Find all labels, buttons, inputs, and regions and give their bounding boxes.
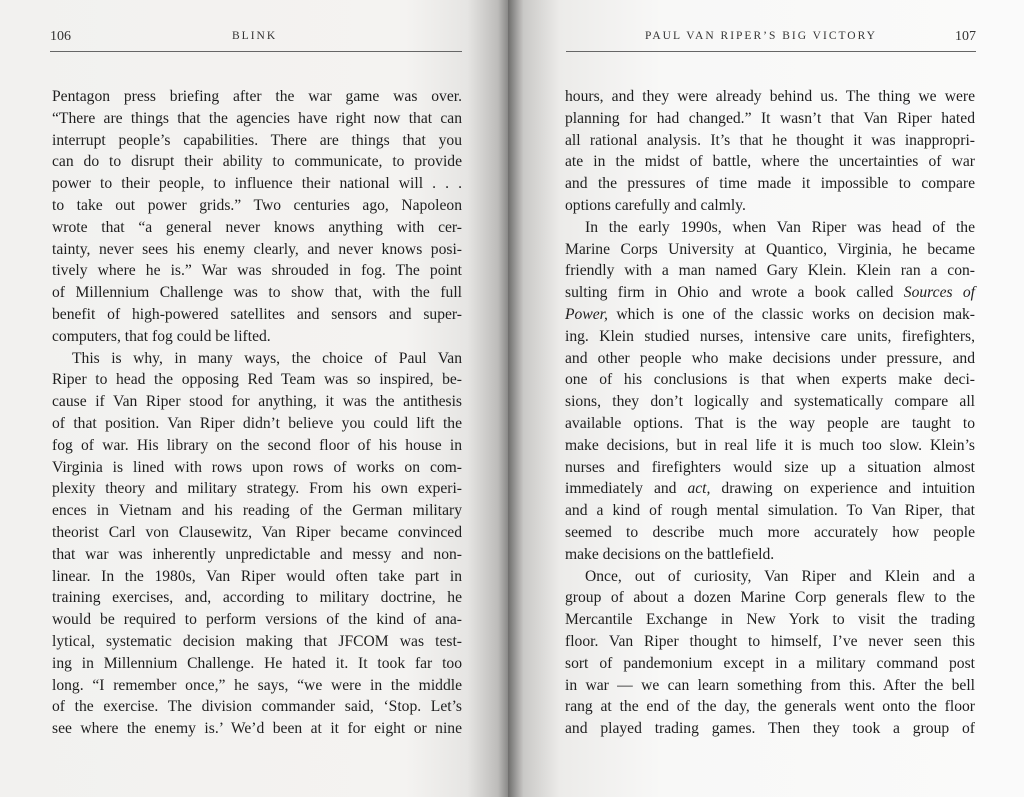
text-line bbox=[52, 609, 462, 631]
right-page bbox=[508, 0, 1024, 797]
header-rule bbox=[50, 51, 462, 52]
text-line bbox=[52, 326, 462, 348]
text-line bbox=[565, 457, 975, 479]
text-segment: nurses and firefighters would size up a situation almost bbox=[565, 458, 975, 476]
text-line bbox=[52, 369, 462, 391]
text-segment: plexity theory and military strategy. From his own experi- bbox=[52, 480, 462, 498]
text-segment: rang at the end of the day, the generals went onto the floor bbox=[565, 698, 975, 716]
text-segment: and other people who make decisions under pressure, and bbox=[565, 349, 975, 367]
text-segment: make decisions on the battlefield. bbox=[565, 545, 775, 563]
text-line bbox=[52, 435, 462, 457]
text-segment: lytical, systematic decision making that JFCOM was test- bbox=[52, 632, 462, 650]
text-line bbox=[565, 348, 975, 370]
text-segment: and a kind of rough mental simulation. To Van Riper, that bbox=[565, 502, 975, 520]
text-segment: that war was inherently unpredictable and messy and non- bbox=[52, 545, 462, 563]
text-segment: sulting firm in Ohio and wrote a book called bbox=[565, 284, 904, 302]
text-segment: “There are things that the agencies have right now that can bbox=[52, 109, 462, 127]
italic-text: act, bbox=[687, 480, 711, 498]
text-line bbox=[565, 435, 975, 457]
text-segment: wrote that “a general never knows anything with cer- bbox=[52, 218, 462, 236]
text-segment: Virginia is lined with rows upon rows of works on com- bbox=[52, 458, 462, 476]
text-line bbox=[52, 130, 462, 152]
text-segment: Once, out of curiosity, Van Riper and Klein and a bbox=[585, 567, 975, 585]
text-segment: group of about a dozen Marine Corp generals flew to the bbox=[565, 589, 975, 607]
text-line bbox=[565, 696, 975, 718]
text-segment: interrupt people’s capabilities. There are things that you bbox=[52, 131, 462, 149]
text-line bbox=[52, 631, 462, 653]
text-line bbox=[565, 151, 975, 173]
text-segment: floor. Van Riper thought to himself, I’ve never seen this bbox=[565, 632, 975, 650]
text-segment: benefit of high-powered satellites and sensors and super- bbox=[52, 305, 462, 323]
text-segment: seemed to describe much more accurately how people bbox=[565, 523, 975, 541]
text-line bbox=[565, 173, 975, 195]
text-segment: Pentagon press briefing after the war game was over. bbox=[52, 88, 462, 105]
text-line bbox=[565, 108, 975, 130]
text-segment: linear. In the 1980s, Van Riper would often take part in bbox=[52, 567, 462, 585]
text-segment: ing. Klein studied nurses, intensive care units, firefighters, bbox=[565, 327, 975, 345]
text-line bbox=[52, 457, 462, 479]
text-line bbox=[565, 675, 975, 697]
text-line bbox=[52, 566, 462, 588]
text-line bbox=[52, 86, 462, 108]
text-line bbox=[52, 522, 462, 544]
page-number: 107 bbox=[955, 29, 976, 44]
page-body bbox=[565, 86, 975, 740]
text-segment: and the pressures of time made it impossible to compare bbox=[565, 175, 975, 193]
text-segment: in war — we can learn something from this. After the bell bbox=[565, 676, 975, 694]
text-line bbox=[565, 86, 975, 108]
text-line bbox=[565, 326, 975, 348]
text-segment: one of his conclusions is that when experts make deci- bbox=[565, 371, 975, 389]
text-line bbox=[52, 282, 462, 304]
text-segment: of Millennium Challenge was to show that, with the full bbox=[52, 284, 462, 302]
text-line bbox=[52, 239, 462, 261]
text-line bbox=[52, 391, 462, 413]
text-line bbox=[565, 282, 975, 304]
text-segment: hours, and they were already behind us. The thing we were bbox=[565, 88, 975, 105]
text-segment: long. “I remember once,” he says, “we were in the middle bbox=[52, 676, 462, 694]
text-segment: drawing on experience and intuition bbox=[710, 480, 975, 498]
text-line bbox=[565, 304, 975, 326]
text-segment: This is why, in many ways, the choice of Paul Van bbox=[72, 349, 462, 367]
italic-text: Power, bbox=[565, 305, 608, 323]
text-line bbox=[52, 195, 462, 217]
text-line bbox=[565, 544, 975, 566]
text-line bbox=[565, 260, 975, 282]
text-segment: of that position. Van Riper didn’t believe you could lift the bbox=[52, 414, 462, 432]
text-line bbox=[52, 413, 462, 435]
page-number: 106 bbox=[50, 29, 71, 44]
text-line bbox=[52, 151, 462, 173]
text-line bbox=[52, 696, 462, 718]
text-segment: options carefully and calmly. bbox=[565, 196, 746, 214]
text-line bbox=[565, 653, 975, 675]
text-line bbox=[565, 217, 975, 239]
text-segment: computers, that fog could be lifted. bbox=[52, 327, 271, 345]
text-line bbox=[565, 522, 975, 544]
text-line bbox=[52, 675, 462, 697]
text-segment: Mercantile Exchange in New York to visit the trading bbox=[565, 611, 975, 629]
text-segment: tainty, never sees his enemy clearly, and never knows posi- bbox=[52, 240, 462, 258]
text-line bbox=[52, 718, 462, 740]
text-segment: cause if Van Riper stood for anything, it was the antithesis bbox=[52, 393, 462, 411]
text-segment: friendly with a man named Gary Klein. Klein ran a con- bbox=[565, 262, 975, 280]
text-segment: ences in Vietnam and his reading of the German military bbox=[52, 502, 462, 520]
text-line bbox=[565, 566, 975, 588]
text-line bbox=[52, 500, 462, 522]
text-line bbox=[52, 173, 462, 195]
text-segment: power to their people, to influence their national will . . . bbox=[52, 175, 462, 193]
text-line bbox=[52, 544, 462, 566]
text-segment: Marine Corps University at Quantico, Virginia, he became bbox=[565, 240, 975, 258]
text-segment: Riper to head the opposing Red Team was so inspired, be- bbox=[52, 371, 462, 389]
text-line bbox=[565, 195, 975, 217]
text-segment: sions, they don’t logically and systematically compare all bbox=[565, 393, 975, 411]
text-segment: see where the enemy is.’ We’d been at it for eight or nine bbox=[52, 720, 462, 738]
text-line bbox=[52, 260, 462, 282]
text-segment: ing in Millennium Challenge. He hated it. It took far too bbox=[52, 654, 462, 672]
text-line bbox=[52, 348, 462, 370]
text-line bbox=[52, 653, 462, 675]
text-line bbox=[565, 369, 975, 391]
text-segment: would be required to perform versions of the kind of ana- bbox=[52, 611, 462, 629]
text-line bbox=[52, 478, 462, 500]
running-head: PAUL VAN RIPER’S BIG VICTORY bbox=[645, 30, 877, 42]
text-line bbox=[565, 413, 975, 435]
text-segment: training exercises, and, according to military doctrine, he bbox=[52, 589, 462, 607]
text-segment: all rational analysis. It’s that he thought it was inappropri- bbox=[565, 131, 975, 149]
text-segment: and played trading games. Then they took a group of bbox=[565, 720, 975, 738]
text-line bbox=[565, 500, 975, 522]
running-head: BLINK bbox=[232, 30, 278, 42]
header-rule bbox=[566, 51, 976, 52]
italic-text: Sources of bbox=[903, 284, 975, 302]
text-segment: tively where he is.” War was shrouded in fog. The point bbox=[52, 262, 462, 280]
text-line bbox=[52, 217, 462, 239]
text-segment: In the early 1990s, when Van Riper was head of the bbox=[585, 218, 975, 236]
page-body bbox=[52, 86, 462, 740]
text-segment: sort of pandemonium except in a military command post bbox=[565, 654, 975, 672]
text-segment: immediately and bbox=[565, 480, 688, 498]
text-line bbox=[565, 130, 975, 152]
text-segment: planning for had changed.” It wasn’t that Van Riper hated bbox=[565, 109, 975, 127]
left-page bbox=[0, 0, 508, 797]
text-line bbox=[52, 587, 462, 609]
text-line bbox=[565, 587, 975, 609]
text-segment: make decisions, but in real life it is much too slow. Klein’s bbox=[565, 436, 975, 454]
text-segment: which is one of the classic works on decision mak- bbox=[607, 305, 975, 323]
text-line bbox=[565, 631, 975, 653]
text-line bbox=[565, 478, 975, 500]
text-line bbox=[565, 609, 975, 631]
text-line bbox=[52, 304, 462, 326]
text-segment: theorist Carl von Clausewitz, Van Riper became convinced bbox=[52, 523, 462, 541]
text-line bbox=[565, 391, 975, 413]
text-line bbox=[565, 239, 975, 261]
text-line bbox=[565, 718, 975, 740]
text-line bbox=[52, 108, 462, 130]
text-segment: available options. That is the way people are taught to bbox=[565, 414, 975, 432]
text-segment: of the exercise. The division commander said, ‘Stop. Let’s bbox=[52, 698, 462, 716]
text-segment: fog of war. His library on the second floor of his house in bbox=[52, 436, 462, 454]
text-segment: ate in the midst of battle, where the uncertainties of war bbox=[565, 153, 975, 171]
text-segment: to take out power grids.” Two centuries ago, Napoleon bbox=[52, 196, 462, 214]
text-segment: can do to disrupt their ability to communicate, to provide bbox=[52, 153, 462, 171]
